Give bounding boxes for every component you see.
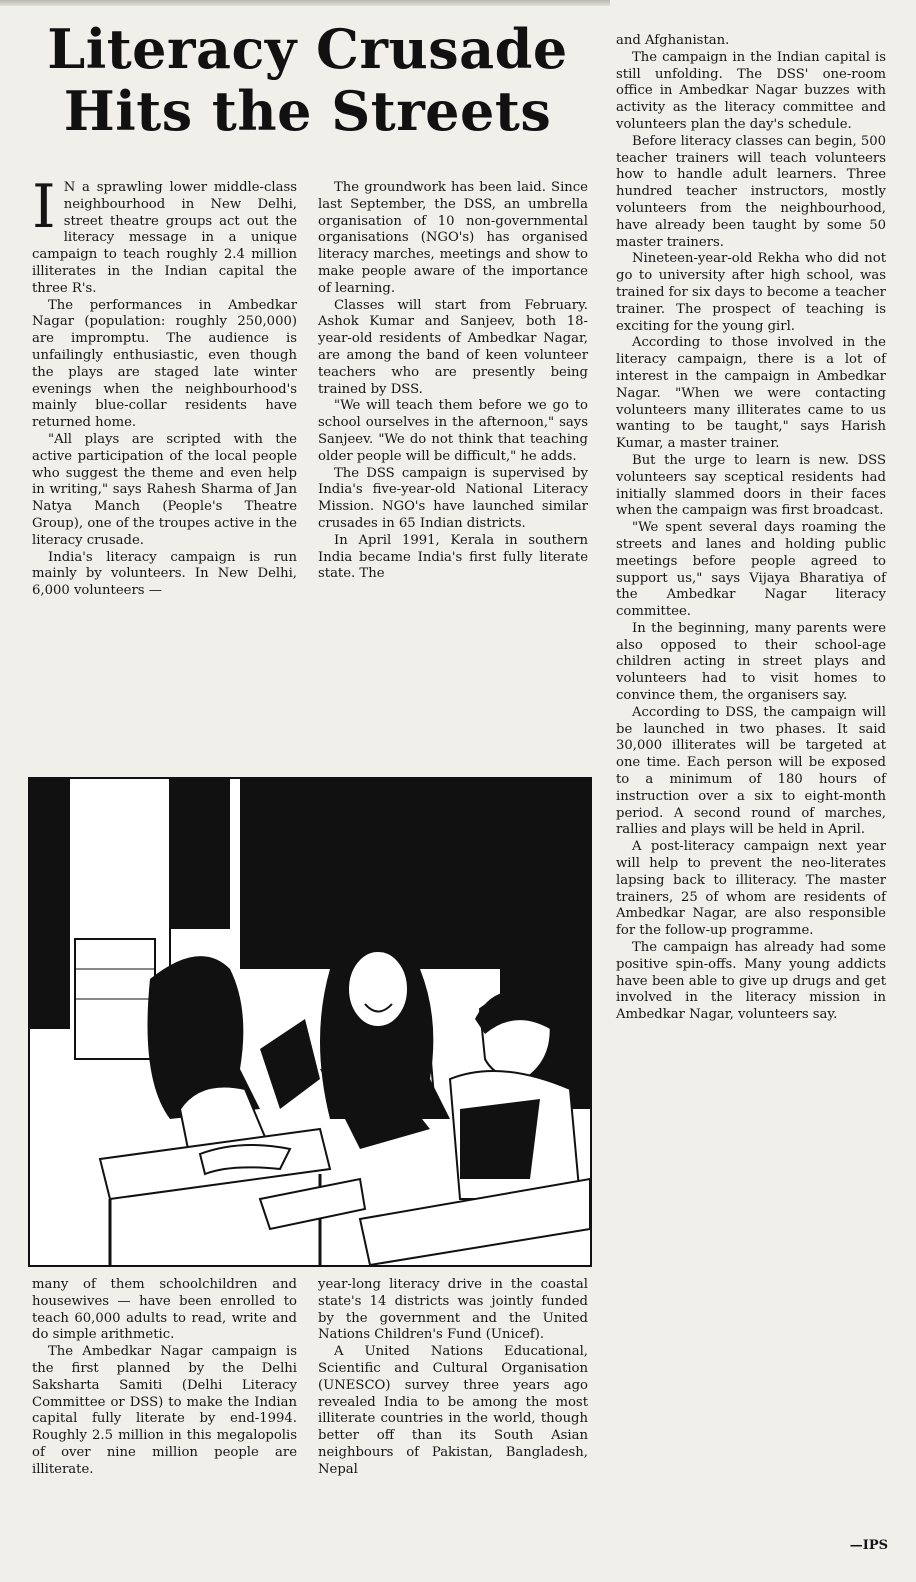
paragraph: According to DSS, the campaign will be launched in two phases. It said 30,000 illiterates will be targeted at one time. Each person will be exposed to a minimum of 180 hours of instruction over a six to eight-month period. A second round of marches, rallies and plays will be held in April.: [616, 704, 886, 838]
column-5: [318, 1277, 588, 1479]
column-2: [318, 180, 588, 583]
paragraph: many of them schoolchildren and housewives — have been enrolled to teach 60,000 adults to read, write and do simple arithmetic.: [32, 1277, 297, 1343]
paragraph: and Afghanistan.: [616, 33, 730, 48]
paragraph: year-long literacy drive in the coastal state's 14 districts was jointly funded by the government and the United Nations Children's Fund (Unicef).: [318, 1277, 588, 1343]
paragraph: A United Nations Educational, Scientific and Cultural Organisation (UNESCO) survey three years ago revealed India to be among the most illiterate countries in the world, though better off than its South Asian neighbours of Pakistan, Bangladesh, Nepal: [318, 1344, 588, 1477]
column-1: [32, 172, 297, 600]
paragraph: The Ambedkar Nagar campaign is the first planned by the Delhi Saksharta Samiti (Delhi Literacy Committee or DSS) to make the Indian capital fully literate by end-1994. Roughly 2.5 million in this megalopolis of over nine million people are illiterate.: [32, 1344, 297, 1477]
paragraph: In the beginning, many parents were also opposed to their school-age children acting in street plays and volunteers had to visit homes to convince them, the organisers say.: [616, 620, 886, 704]
headline-line-1: Literacy Crusade: [47, 17, 568, 81]
paragraph: But the urge to learn is new. DSS volunteers say sceptical residents had initially slammed doors in their faces when the campaign was first broadcast.: [616, 452, 886, 519]
illustration-students-reading: [28, 777, 592, 1267]
paragraph: "All plays are scripted with the active participation of the local people who suggest the theme and even help in writing," says Rahesh Sharma of Jan Natya Manch (People's Theatre Group), one of the troupes active in the literacy crusade.: [32, 431, 297, 548]
headline-line-2: Hits the Streets: [63, 79, 552, 143]
drop-cap: I: [32, 172, 56, 242]
column-4: [32, 1277, 297, 1479]
headline: [20, 18, 595, 142]
paragraph: In April 1991, Kerala in southern India became India's first fully literate state. The: [318, 532, 588, 582]
illustration-drawing: [30, 779, 590, 1265]
paragraph: [32, 172, 297, 298]
paragraph: "We spent several days roaming the streets and lanes and holding public meetings before people agreed to support us," says Vijaya Bharatiya of the Ambedkar Nagar literacy committee.: [616, 520, 886, 620]
paragraph: The campaign has already had some positive spin-offs. Many young addicts have been able to give up drugs and get involved in the literacy mission in Ambedkar Nagar, volunteers say.: [616, 940, 886, 1023]
paragraph: India's literacy campaign is run mainly by volunteers. In New Delhi, 6,000 volunteers —: [32, 549, 297, 599]
paragraph: Nineteen-year-old Rekha who did not go to university after high school, was trained for six days to become a teacher trainer. The prospect of teaching is exciting for the young girl.: [616, 251, 886, 334]
paragraph: The performances in Ambedkar Nagar (population: roughly 250,000) are impromptu. The audience is unfailingly enthusiastic, even though the plays are staged late winter evenings when the neighbourhood's mainly blue-collar residents have returned home.: [32, 297, 297, 431]
paragraph-text: N a sprawling lower middle-class neighbourhood in New Delhi, street theatre groups act out the literacy message in a unique campaign to teach roughly 2.4 million illiterates in the Indian capital the three R's.: [32, 180, 297, 296]
paragraph: Before literacy classes can begin, 500 teacher trainers will teach volunteers how to handle adult learners. Three hundred teacher instructors, mostly volunteers from the neighbourhood, have already been taught by some 50 master trainers.: [616, 133, 887, 250]
column-3: [616, 33, 886, 1024]
clipping-top-edge: [0, 0, 610, 6]
paragraph: The campaign in the Indian capital is still unfolding. The DSS' one-room office in Ambedkar Nagar buzzes with activity as the literacy committee and volunteers plan the day's schedule.: [616, 49, 886, 132]
paragraph: The groundwork has been laid. Since last September, the DSS, an umbrella organisation of 10 non-governmental organisations (NGO's) has organised literacy marches, meetings and show to make people aware of the importance of learning.: [318, 180, 588, 296]
paragraph: The DSS campaign is supervised by India's five-year-old National Literacy Mission. NGO's have launched similar crusades in 65 Indian districts.: [318, 465, 588, 531]
paragraph: A post-literacy campaign next year will help to prevent the neo-literates lapsing back to illiteracy. The master trainers, 25 of whom are residents of Ambedkar Nagar, are also responsible for the follow-up programme.: [616, 839, 886, 939]
paragraph: Classes will start from February. Ashok Kumar and Sanjeev, both 18-year-old residents of Ambedkar Nagar, are among the band of keen volunteer teachers who are presently being trained by DSS.: [318, 297, 588, 397]
paragraph: According to those involved in the literacy campaign, there is a lot of interest in the campaign in Ambedkar Nagar. "When we were contacting volunteers many illiterates came to us wanting to be taught," says Harish Kumar, a master trainer.: [616, 335, 886, 452]
byline-credit: —IPS: [849, 1538, 888, 1553]
paragraph: "We will teach them before we go to school ourselves in the afternoon," says Sanjeev. "We do not think that teaching older people will be difficult," he adds.: [318, 398, 588, 464]
